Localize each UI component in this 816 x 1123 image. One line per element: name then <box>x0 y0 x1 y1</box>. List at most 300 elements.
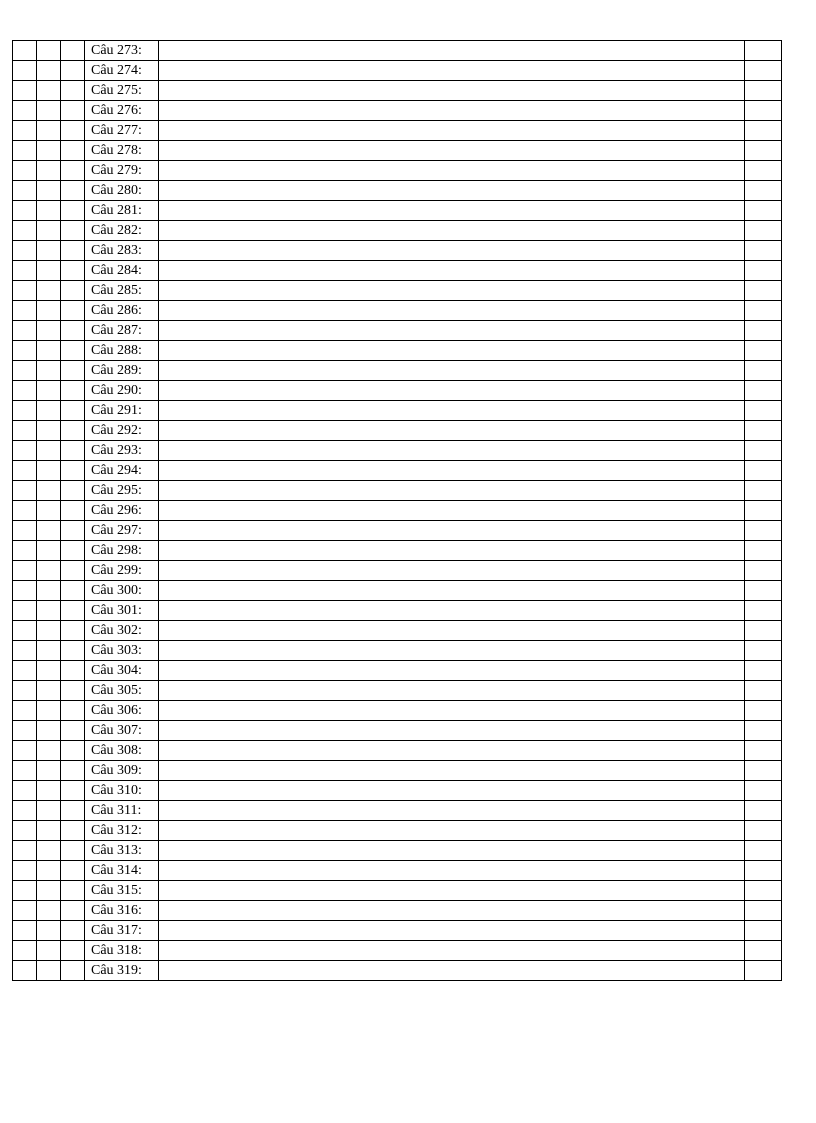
mark-cell[interactable] <box>13 741 37 761</box>
question-label: Câu 300: <box>85 581 159 601</box>
score-cell[interactable] <box>745 881 782 901</box>
mark-cell[interactable] <box>61 521 85 541</box>
answer-cell[interactable] <box>159 641 745 661</box>
mark-cell[interactable] <box>61 481 85 501</box>
mark-cell[interactable] <box>61 661 85 681</box>
mark-cell[interactable] <box>61 301 85 321</box>
score-cell[interactable] <box>745 741 782 761</box>
mark-cell[interactable] <box>61 321 85 341</box>
answer-cell[interactable] <box>159 401 745 421</box>
mark-cell[interactable] <box>61 401 85 421</box>
mark-cell[interactable] <box>13 261 37 281</box>
mark-cell[interactable] <box>13 581 37 601</box>
mark-cell[interactable] <box>61 861 85 881</box>
answer-cell[interactable] <box>159 261 745 281</box>
mark-cell[interactable] <box>37 261 61 281</box>
table-row <box>13 321 782 341</box>
mark-cell[interactable] <box>13 941 37 961</box>
mark-cell[interactable] <box>13 121 37 141</box>
score-cell[interactable] <box>745 621 782 641</box>
score-cell[interactable] <box>745 441 782 461</box>
mark-cell[interactable] <box>37 621 61 641</box>
question-label: Câu 290: <box>85 381 159 401</box>
answer-cell[interactable] <box>159 61 745 81</box>
score-cell[interactable] <box>745 681 782 701</box>
mark-cell[interactable] <box>13 501 37 521</box>
table-row <box>13 721 782 741</box>
mark-cell[interactable] <box>61 81 85 101</box>
answer-cell[interactable] <box>159 241 745 261</box>
mark-cell[interactable] <box>61 901 85 921</box>
answer-cell[interactable] <box>159 781 745 801</box>
mark-cell[interactable] <box>61 621 85 641</box>
mark-cell[interactable] <box>61 881 85 901</box>
mark-cell[interactable] <box>61 961 85 981</box>
score-cell[interactable] <box>745 201 782 221</box>
mark-cell[interactable] <box>37 881 61 901</box>
question-label: Câu 313: <box>85 841 159 861</box>
score-cell[interactable] <box>745 41 782 61</box>
answer-cell[interactable] <box>159 801 745 821</box>
question-label: Câu 278: <box>85 141 159 161</box>
mark-cell[interactable] <box>13 541 37 561</box>
answer-cell[interactable] <box>159 881 745 901</box>
mark-cell[interactable] <box>13 881 37 901</box>
mark-cell[interactable] <box>61 61 85 81</box>
mark-cell[interactable] <box>37 701 61 721</box>
answer-cell[interactable] <box>159 181 745 201</box>
answer-cell[interactable] <box>159 501 745 521</box>
mark-cell[interactable] <box>37 581 61 601</box>
table-row <box>13 661 782 681</box>
mark-cell[interactable] <box>13 481 37 501</box>
table-row <box>13 501 782 521</box>
mark-cell[interactable] <box>13 441 37 461</box>
mark-cell[interactable] <box>37 661 61 681</box>
mark-cell[interactable] <box>13 461 37 481</box>
mark-cell[interactable] <box>61 381 85 401</box>
answer-cell[interactable] <box>159 321 745 341</box>
score-cell[interactable] <box>745 481 782 501</box>
mark-cell[interactable] <box>61 41 85 61</box>
mark-cell[interactable] <box>61 641 85 661</box>
question-label: Câu 301: <box>85 601 159 621</box>
score-cell[interactable] <box>745 361 782 381</box>
question-label: Câu 308: <box>85 741 159 761</box>
mark-cell[interactable] <box>13 341 37 361</box>
question-label: Câu 307: <box>85 721 159 741</box>
mark-cell[interactable] <box>13 801 37 821</box>
question-label: Câu 315: <box>85 881 159 901</box>
question-label: Câu 314: <box>85 861 159 881</box>
answer-cell[interactable] <box>159 561 745 581</box>
answer-cell[interactable] <box>159 121 745 141</box>
mark-cell[interactable] <box>37 41 61 61</box>
score-cell[interactable] <box>745 601 782 621</box>
mark-cell[interactable] <box>13 861 37 881</box>
mark-cell[interactable] <box>13 161 37 181</box>
question-label: Câu 297: <box>85 521 159 541</box>
answer-cell[interactable] <box>159 281 745 301</box>
score-cell[interactable] <box>745 101 782 121</box>
mark-cell[interactable] <box>61 801 85 821</box>
mark-cell[interactable] <box>13 241 37 261</box>
score-cell[interactable] <box>745 301 782 321</box>
mark-cell[interactable] <box>61 361 85 381</box>
answer-cell[interactable] <box>159 141 745 161</box>
answer-cell[interactable] <box>159 681 745 701</box>
mark-cell[interactable] <box>37 381 61 401</box>
table-row <box>13 81 782 101</box>
mark-cell[interactable] <box>61 421 85 441</box>
answer-cell[interactable] <box>159 301 745 321</box>
table-row <box>13 221 782 241</box>
score-cell[interactable] <box>745 701 782 721</box>
score-cell[interactable] <box>745 561 782 581</box>
mark-cell[interactable] <box>61 841 85 861</box>
question-label: Câu 299: <box>85 561 159 581</box>
table-row <box>13 101 782 121</box>
mark-cell[interactable] <box>61 281 85 301</box>
table-row <box>13 141 782 161</box>
score-cell[interactable] <box>745 321 782 341</box>
mark-cell[interactable] <box>13 841 37 861</box>
table-row <box>13 581 782 601</box>
answer-cell[interactable] <box>159 821 745 841</box>
table-row <box>13 121 782 141</box>
answer-cell[interactable] <box>159 941 745 961</box>
table-row <box>13 41 782 61</box>
score-cell[interactable] <box>745 901 782 921</box>
mark-cell[interactable] <box>37 481 61 501</box>
mark-cell[interactable] <box>13 821 37 841</box>
question-label: Câu 316: <box>85 901 159 921</box>
table-row <box>13 681 782 701</box>
answer-cell[interactable] <box>159 841 745 861</box>
table-row <box>13 781 782 801</box>
mark-cell[interactable] <box>37 341 61 361</box>
score-cell[interactable] <box>745 221 782 241</box>
score-cell[interactable] <box>745 581 782 601</box>
mark-cell[interactable] <box>13 721 37 741</box>
mark-cell[interactable] <box>37 821 61 841</box>
mark-cell[interactable] <box>37 281 61 301</box>
mark-cell[interactable] <box>61 221 85 241</box>
question-label: Câu 287: <box>85 321 159 341</box>
score-cell[interactable] <box>745 261 782 281</box>
mark-cell[interactable] <box>13 81 37 101</box>
question-label: Câu 277: <box>85 121 159 141</box>
mark-cell[interactable] <box>37 861 61 881</box>
score-cell[interactable] <box>745 141 782 161</box>
mark-cell[interactable] <box>13 101 37 121</box>
mark-cell[interactable] <box>61 341 85 361</box>
score-cell[interactable] <box>745 761 782 781</box>
score-cell[interactable] <box>745 461 782 481</box>
mark-cell[interactable] <box>61 681 85 701</box>
answer-cell[interactable] <box>159 581 745 601</box>
mark-cell[interactable] <box>13 281 37 301</box>
mark-cell[interactable] <box>61 161 85 181</box>
score-cell[interactable] <box>745 241 782 261</box>
score-cell[interactable] <box>745 801 782 821</box>
answer-cell[interactable] <box>159 901 745 921</box>
mark-cell[interactable] <box>61 821 85 841</box>
answer-cell[interactable] <box>159 41 745 61</box>
score-cell[interactable] <box>745 121 782 141</box>
mark-cell[interactable] <box>37 181 61 201</box>
mark-cell[interactable] <box>13 701 37 721</box>
question-label: Câu 294: <box>85 461 159 481</box>
table-row <box>13 261 782 281</box>
mark-cell[interactable] <box>13 661 37 681</box>
table-row <box>13 421 782 441</box>
mark-cell[interactable] <box>37 781 61 801</box>
answer-cell[interactable] <box>159 761 745 781</box>
mark-cell[interactable] <box>13 961 37 981</box>
mark-cell[interactable] <box>13 381 37 401</box>
mark-cell[interactable] <box>37 221 61 241</box>
mark-cell[interactable] <box>13 761 37 781</box>
mark-cell[interactable] <box>37 601 61 621</box>
table-row <box>13 61 782 81</box>
table-row <box>13 561 782 581</box>
mark-cell[interactable] <box>61 141 85 161</box>
mark-cell[interactable] <box>13 921 37 941</box>
answer-cell[interactable] <box>159 161 745 181</box>
score-cell[interactable] <box>745 161 782 181</box>
mark-cell[interactable] <box>37 121 61 141</box>
answer-cell[interactable] <box>159 701 745 721</box>
score-cell[interactable] <box>745 941 782 961</box>
mark-cell[interactable] <box>37 361 61 381</box>
mark-cell[interactable] <box>13 41 37 61</box>
answer-cell[interactable] <box>159 601 745 621</box>
answer-cell[interactable] <box>159 481 745 501</box>
mark-cell[interactable] <box>13 521 37 541</box>
table-row <box>13 441 782 461</box>
mark-cell[interactable] <box>37 321 61 341</box>
score-cell[interactable] <box>745 341 782 361</box>
score-cell[interactable] <box>745 401 782 421</box>
question-label: Câu 298: <box>85 541 159 561</box>
question-label: Câu 302: <box>85 621 159 641</box>
mark-cell[interactable] <box>37 941 61 961</box>
question-label: Câu 282: <box>85 221 159 241</box>
mark-cell[interactable] <box>37 461 61 481</box>
mark-cell[interactable] <box>37 521 61 541</box>
answer-cell[interactable] <box>159 721 745 741</box>
score-cell[interactable] <box>745 281 782 301</box>
mark-cell[interactable] <box>13 61 37 81</box>
answer-cell[interactable] <box>159 101 745 121</box>
answer-cell[interactable] <box>159 381 745 401</box>
answer-cell[interactable] <box>159 341 745 361</box>
question-label: Câu 273: <box>85 41 159 61</box>
table-row <box>13 741 782 761</box>
mark-cell[interactable] <box>61 241 85 261</box>
score-cell[interactable] <box>745 381 782 401</box>
mark-cell[interactable] <box>37 61 61 81</box>
score-cell[interactable] <box>745 541 782 561</box>
question-label: Câu 303: <box>85 641 159 661</box>
mark-cell[interactable] <box>37 141 61 161</box>
table-row <box>13 821 782 841</box>
mark-cell[interactable] <box>13 141 37 161</box>
mark-cell[interactable] <box>13 781 37 801</box>
mark-cell[interactable] <box>37 841 61 861</box>
table-row <box>13 181 782 201</box>
mark-cell[interactable] <box>61 441 85 461</box>
answer-cell[interactable] <box>159 521 745 541</box>
question-label: Câu 286: <box>85 301 159 321</box>
answer-cell[interactable] <box>159 201 745 221</box>
score-cell[interactable] <box>745 641 782 661</box>
mark-cell[interactable] <box>37 81 61 101</box>
table-row <box>13 621 782 641</box>
mark-cell[interactable] <box>37 721 61 741</box>
mark-cell[interactable] <box>13 421 37 441</box>
mark-cell[interactable] <box>13 601 37 621</box>
mark-cell[interactable] <box>61 921 85 941</box>
table-row <box>13 761 782 781</box>
mark-cell[interactable] <box>61 121 85 141</box>
score-cell[interactable] <box>745 521 782 541</box>
mark-cell[interactable] <box>37 301 61 321</box>
mark-cell[interactable] <box>37 101 61 121</box>
answer-cell[interactable] <box>159 961 745 981</box>
table-row <box>13 641 782 661</box>
mark-cell[interactable] <box>13 181 37 201</box>
question-label: Câu 295: <box>85 481 159 501</box>
mark-cell[interactable] <box>61 101 85 121</box>
question-label: Câu 292: <box>85 421 159 441</box>
score-cell[interactable] <box>745 81 782 101</box>
mark-cell[interactable] <box>61 181 85 201</box>
table-row <box>13 541 782 561</box>
table-row <box>13 921 782 941</box>
answer-cell[interactable] <box>159 861 745 881</box>
table-row <box>13 241 782 261</box>
score-cell[interactable] <box>745 421 782 441</box>
answer-cell[interactable] <box>159 541 745 561</box>
table-row <box>13 161 782 181</box>
question-label: Câu 296: <box>85 501 159 521</box>
question-label: Câu 276: <box>85 101 159 121</box>
answer-cell[interactable] <box>159 361 745 381</box>
mark-cell[interactable] <box>13 321 37 341</box>
score-cell[interactable] <box>745 781 782 801</box>
mark-cell[interactable] <box>13 361 37 381</box>
score-cell[interactable] <box>745 181 782 201</box>
mark-cell[interactable] <box>13 201 37 221</box>
mark-cell[interactable] <box>61 581 85 601</box>
mark-cell[interactable] <box>13 221 37 241</box>
answer-cell[interactable] <box>159 441 745 461</box>
mark-cell[interactable] <box>61 601 85 621</box>
question-label: Câu 289: <box>85 361 159 381</box>
mark-cell[interactable] <box>13 401 37 421</box>
score-cell[interactable] <box>745 821 782 841</box>
mark-cell[interactable] <box>37 161 61 181</box>
answer-cell[interactable] <box>159 421 745 441</box>
mark-cell[interactable] <box>37 501 61 521</box>
mark-cell[interactable] <box>37 741 61 761</box>
mark-cell[interactable] <box>37 421 61 441</box>
table-row <box>13 481 782 501</box>
mark-cell[interactable] <box>37 561 61 581</box>
mark-cell[interactable] <box>37 681 61 701</box>
question-label: Câu 317: <box>85 921 159 941</box>
mark-cell[interactable] <box>61 721 85 741</box>
mark-cell[interactable] <box>13 561 37 581</box>
table-row <box>13 521 782 541</box>
answer-cell[interactable] <box>159 221 745 241</box>
score-cell[interactable] <box>745 721 782 741</box>
mark-cell[interactable] <box>61 781 85 801</box>
mark-cell[interactable] <box>61 741 85 761</box>
mark-cell[interactable] <box>13 681 37 701</box>
mark-cell[interactable] <box>61 501 85 521</box>
answer-cell[interactable] <box>159 81 745 101</box>
mark-cell[interactable] <box>61 201 85 221</box>
mark-cell[interactable] <box>61 461 85 481</box>
question-label: Câu 288: <box>85 341 159 361</box>
mark-cell[interactable] <box>61 761 85 781</box>
table-row <box>13 281 782 301</box>
score-cell[interactable] <box>745 61 782 81</box>
mark-cell[interactable] <box>61 941 85 961</box>
score-cell[interactable] <box>745 921 782 941</box>
table-row <box>13 341 782 361</box>
mark-cell[interactable] <box>13 901 37 921</box>
answer-cell[interactable] <box>159 921 745 941</box>
mark-cell[interactable] <box>37 961 61 981</box>
table-row <box>13 961 782 981</box>
score-cell[interactable] <box>745 501 782 521</box>
mark-cell[interactable] <box>37 441 61 461</box>
mark-cell[interactable] <box>61 561 85 581</box>
score-cell[interactable] <box>745 861 782 881</box>
answer-cell[interactable] <box>159 661 745 681</box>
score-cell[interactable] <box>745 841 782 861</box>
answer-cell[interactable] <box>159 621 745 641</box>
answer-cell[interactable] <box>159 741 745 761</box>
mark-cell[interactable] <box>61 701 85 721</box>
mark-cell[interactable] <box>61 261 85 281</box>
table-row <box>13 601 782 621</box>
answer-cell[interactable] <box>159 461 745 481</box>
mark-cell[interactable] <box>37 901 61 921</box>
question-label: Câu 319: <box>85 961 159 981</box>
mark-cell[interactable] <box>13 641 37 661</box>
mark-cell[interactable] <box>61 541 85 561</box>
mark-cell[interactable] <box>37 541 61 561</box>
mark-cell[interactable] <box>37 921 61 941</box>
answer-table <box>12 40 782 981</box>
mark-cell[interactable] <box>13 301 37 321</box>
score-cell[interactable] <box>745 661 782 681</box>
question-label: Câu 279: <box>85 161 159 181</box>
score-cell[interactable] <box>745 961 782 981</box>
mark-cell[interactable] <box>37 241 61 261</box>
mark-cell[interactable] <box>37 761 61 781</box>
mark-cell[interactable] <box>37 401 61 421</box>
mark-cell[interactable] <box>37 201 61 221</box>
mark-cell[interactable] <box>37 641 61 661</box>
mark-cell[interactable] <box>37 801 61 821</box>
mark-cell[interactable] <box>13 621 37 641</box>
